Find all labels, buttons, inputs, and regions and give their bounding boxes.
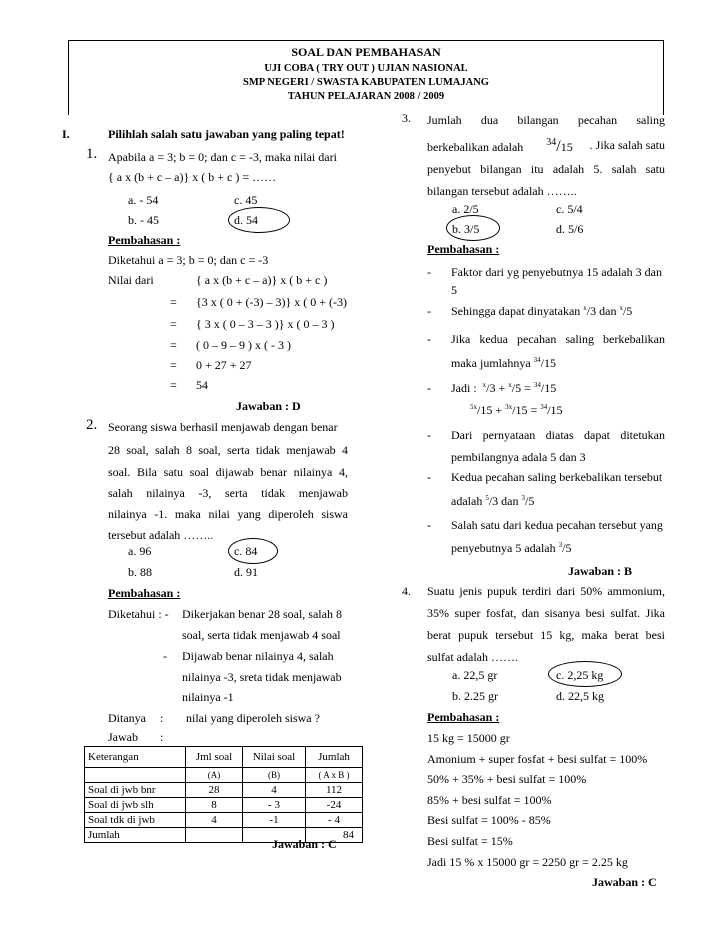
q4-work-1: 15 kg = 15000 gr bbox=[427, 731, 510, 745]
q2-stem-line-5: nilainya -1. maka nilai yang diperoleh siswa bbox=[108, 507, 348, 521]
q3-point-6b-end: /5 bbox=[524, 494, 535, 508]
q2-option-b: b. 88 bbox=[128, 565, 152, 579]
q2-jawab-label: Jawab bbox=[108, 730, 138, 744]
q3-point-4-line-2 bbox=[470, 403, 563, 418]
q3-point-7b-end: /5 bbox=[562, 541, 572, 555]
q3-bullet-6: - bbox=[427, 470, 431, 484]
q1-diketahui: Diketahui a = 3; b = 0; dan c = -3 bbox=[108, 253, 269, 267]
table-subheader-cell: (A) bbox=[186, 768, 243, 783]
table-row bbox=[85, 813, 363, 828]
q4-option-d: d. 22,5 kg bbox=[556, 689, 604, 703]
document-header bbox=[68, 40, 664, 115]
q3-bullet-4: - bbox=[427, 381, 431, 395]
q3-point-6b-s2: 3 bbox=[521, 494, 525, 502]
q1-step-0: { a x (b + c – a)} x ( b + c ) bbox=[196, 273, 328, 287]
q3-option-c: c. 5/4 bbox=[556, 202, 583, 216]
q3-bullet-2: - bbox=[427, 304, 431, 318]
q3-line2-pre: berkebalikan adalah bbox=[427, 140, 524, 154]
table-cell: 4 bbox=[243, 783, 306, 798]
q2-ditanya-colon: : bbox=[160, 711, 164, 725]
q2-jawab-colon: : bbox=[160, 730, 164, 744]
q3-point-6b bbox=[451, 494, 534, 509]
q3-point-4-label: Jadi : bbox=[451, 381, 477, 395]
q3-point-4-sup: 34 bbox=[533, 381, 541, 389]
word: saling bbox=[636, 113, 665, 127]
q1-step-3: ( 0 – 9 – 9 ) x ( - 3 ) bbox=[196, 338, 291, 352]
q3-point-4 bbox=[451, 381, 556, 396]
q2-pembahasan-heading: Pembahasan : bbox=[108, 586, 181, 600]
q3-point-7b bbox=[451, 541, 571, 556]
table-header-cell: Nilai soal bbox=[243, 747, 306, 768]
q3-point-5b: pembilangnya adala 5 dan 3 bbox=[451, 450, 586, 464]
q3-point-2 bbox=[451, 304, 632, 319]
q4-work-4: 85% + besi sulfat = 100% bbox=[427, 793, 552, 807]
q1-eq-1: = bbox=[170, 295, 177, 309]
q2-stem-line-4: salah nilainya -3, serta tidak menjawab bbox=[108, 486, 348, 500]
q3-bullet-3: - bbox=[427, 332, 431, 346]
q3-point-4-x1: x bbox=[482, 381, 487, 389]
q2-option-a: a. 96 bbox=[128, 544, 152, 558]
table-cell: Soal tdk di jwb bbox=[85, 813, 186, 828]
q1-step-1: {3 x ( 0 + (-3) – 3)} x ( 0 + (-3) bbox=[196, 295, 348, 309]
q2-ditanya: nilai yang diperoleh siswa ? bbox=[186, 711, 320, 725]
q2-known-dash: - bbox=[163, 649, 167, 663]
q3-option-d: d. 5/6 bbox=[556, 222, 584, 236]
q3-point-4b-b: /15 = bbox=[512, 403, 538, 417]
q3-point-5a: Dari pernyataan diatas dapat ditetukan bbox=[451, 428, 665, 442]
table-row bbox=[85, 798, 363, 813]
q3-point-4b-a: /15 + bbox=[477, 403, 503, 417]
q1-pembahasan-heading: Pembahasan : bbox=[108, 233, 181, 247]
q4-option-a: a. 22,5 gr bbox=[452, 668, 498, 682]
q3-point-7a: Salah satu dari kedua pecahan tersebut yang bbox=[451, 518, 663, 532]
q3-point-3b bbox=[451, 356, 556, 371]
q3-bullet-1: - bbox=[427, 265, 431, 279]
q3-answer-circle bbox=[446, 215, 500, 241]
q1-eq-4: = bbox=[170, 358, 177, 372]
q3-point-2-text: Sehingga dapat dinyatakan bbox=[451, 304, 581, 318]
q1-step-2: { 3 x ( 0 – 3 – 3 )} x ( 0 – 3 ) bbox=[196, 317, 335, 331]
q1-option-b: b. - 45 bbox=[128, 213, 159, 227]
q1-step-4: 0 + 27 + 27 bbox=[196, 358, 252, 372]
q4-stem-line-1: Suatu jenis pupuk terdiri dari 50% ammonium, bbox=[427, 584, 665, 598]
q4-option-c: c. 2,25 kg bbox=[556, 668, 604, 682]
q3-stem-line-2: berkebalikan adalah $^{34}$/15 . Jika salah satu bbox=[427, 137, 665, 155]
q2-jawaban: Jawaban : C bbox=[272, 837, 337, 851]
table-cell: Soal di jwb bnr bbox=[85, 783, 186, 798]
q4-work-7: Jadi 15 % x 15000 gr = 2250 gr = 2.25 kg bbox=[427, 855, 628, 869]
q3-point-4b-5x: 5x bbox=[470, 403, 477, 411]
q4-pembahasan-heading: Pembahasan : bbox=[427, 710, 500, 724]
q4-stem-line-4: sulfat adalah ……. bbox=[427, 650, 518, 664]
q3-pembahasan-heading: Pembahasan : bbox=[427, 242, 500, 256]
q3-point-2-x2: x bbox=[619, 304, 623, 312]
q2-known-1: Dikerjakan benar 28 soal, salah 8 bbox=[182, 607, 342, 621]
q4-work-6: Besi sulfat = 15% bbox=[427, 834, 513, 848]
q3-point-4-x2: x bbox=[508, 381, 512, 389]
q3-option-a: a. 2/5 bbox=[452, 202, 479, 216]
q4-stem-line-3: berat pupuk tersebut 15 kg, maka berat besi bbox=[427, 628, 665, 642]
q3-bullet-5: - bbox=[427, 428, 431, 442]
q2-option-d: d. 91 bbox=[234, 565, 258, 579]
q2-diketahui-label: Diketahui : - bbox=[108, 607, 169, 621]
q4-stem-line-2: 35% super fosfat, dan sisanya besi sulfat. Jika bbox=[427, 606, 665, 620]
word: bilangan bbox=[517, 113, 559, 127]
q3-point-2-mid: /3 dan bbox=[586, 304, 617, 318]
table-subheader-row bbox=[85, 768, 363, 783]
q1-stem-2: { a x (b + c – a)} x ( b + c ) = …… bbox=[108, 170, 277, 184]
q1-nilai-label: Nilai dari bbox=[108, 273, 154, 287]
table-subheader-cell bbox=[85, 768, 186, 783]
table-cell: 112 bbox=[306, 783, 363, 798]
table-header-row bbox=[85, 747, 363, 768]
q4-work-3: 50% + 35% + besi sulfat = 100% bbox=[427, 772, 587, 786]
q2-known-4: nilainya -3, sreta tidak menjawab bbox=[182, 670, 342, 684]
q1-answer-circle bbox=[228, 207, 290, 233]
q1-option-d: d. 54 bbox=[234, 213, 258, 227]
table-header-cell: Keterangan bbox=[85, 747, 186, 768]
q3-frac-num: 34 bbox=[546, 137, 557, 148]
q4-jawaban: Jawaban : C bbox=[592, 875, 657, 889]
table-cell: Soal di jwb slh bbox=[85, 798, 186, 813]
table-cell: 8 bbox=[186, 798, 243, 813]
q1-step-5: 54 bbox=[196, 378, 208, 392]
q2-option-c: c. 84 bbox=[234, 544, 258, 558]
table-cell: 28 bbox=[186, 783, 243, 798]
q2-known-5: nilainya -1 bbox=[182, 690, 234, 704]
q2-ditanya-label: Ditanya bbox=[108, 711, 146, 725]
q3-point-6a: Kedua pecahan saling berkebalikan tersebut bbox=[451, 470, 663, 484]
table-cell: - 3 bbox=[243, 798, 306, 813]
q3-stem-line-1 bbox=[427, 113, 665, 128]
q3-number: 3. bbox=[402, 111, 411, 125]
q1-eq-3: = bbox=[170, 338, 177, 352]
q1-eq-2: = bbox=[170, 317, 177, 331]
q1-eq-5: = bbox=[170, 378, 177, 392]
q3-point-3b-sup: 34 bbox=[533, 356, 541, 364]
table-row bbox=[85, 783, 363, 798]
q3-point-7b-s: 3 bbox=[558, 541, 563, 549]
q3-point-2-end: /5 bbox=[622, 304, 633, 318]
q3-point-1a: Faktor dari yg penyebutnya 15 adalah 3 dan bbox=[451, 265, 662, 279]
q3-stem-line-4: bilangan tersebut adalah …….. bbox=[427, 184, 577, 198]
q3-line2-post: . Jika salah satu bbox=[589, 138, 665, 152]
word: dua bbox=[480, 113, 499, 127]
table-cell: - 4 bbox=[306, 813, 363, 828]
q1-jawaban: Jawaban : D bbox=[236, 399, 301, 413]
q3-point-2-x1: x bbox=[583, 304, 587, 312]
table-cell: -1 bbox=[243, 813, 306, 828]
table-cell bbox=[186, 828, 243, 843]
q3-point-4-end: /15 bbox=[540, 381, 557, 395]
q3-bullet-7: - bbox=[427, 518, 431, 532]
q3-point-7b-text: penyebutnya 5 adalah bbox=[451, 541, 556, 555]
q3-option-b: b. 3/5 bbox=[452, 222, 480, 236]
word: pecahan bbox=[577, 113, 618, 127]
q1-number: 1. bbox=[86, 146, 98, 162]
word: Jumlah bbox=[427, 113, 462, 127]
header-line-3: SMP NEGERI / SWASTA KABUPATEN LUMAJANG bbox=[243, 77, 489, 88]
q3-point-3a: Jika kedua pecahan saling berkebalikan bbox=[451, 332, 665, 346]
q2-known-3: Dijawab benar nilainya 4, salah bbox=[182, 649, 334, 663]
table-subheader-cell: ( A x B ) bbox=[306, 768, 363, 783]
q3-point-4-a: /3 + bbox=[486, 381, 506, 395]
table-cell: Jumlah bbox=[85, 828, 186, 843]
q2-score-table bbox=[84, 746, 363, 843]
q4-work-5: Besi sulfat = 100% - 85% bbox=[427, 813, 551, 827]
q2-stem-line-2: 28 soal, salah 8 soal, serta tidak menjawab 4 bbox=[108, 443, 348, 457]
q4-answer-circle bbox=[548, 661, 622, 687]
table-cell: 4 bbox=[186, 813, 243, 828]
q3-point-3b-text: maka jumlahnya bbox=[451, 356, 531, 370]
q4-option-b: b. 2.25 gr bbox=[452, 689, 498, 703]
q3-point-4b-3x: 3x bbox=[505, 403, 513, 411]
q2-stem-line-6: tersebut adalah …….. bbox=[108, 528, 214, 542]
q3-point-4b-end: /15 bbox=[547, 403, 563, 417]
q3-frac-den: 15 bbox=[560, 140, 573, 154]
q1-stem-1: Apabila a = 3; b = 0; dan c = -3, maka nilai dari bbox=[108, 150, 337, 164]
q3-point-3b-end: /15 bbox=[540, 356, 556, 370]
table-header-cell: Jumlah bbox=[306, 747, 363, 768]
q4-number: 4. bbox=[402, 584, 411, 598]
table-header-cell: Jml soal bbox=[186, 747, 243, 768]
header-title: SOAL DAN PEMBAHASAN bbox=[291, 45, 441, 59]
q3-point-6b-mid: /3 dan bbox=[488, 494, 519, 508]
section-instruction: Pilihlah salah satu jawaban yang paling tepat! bbox=[108, 127, 345, 141]
q1-option-a: a. - 54 bbox=[128, 193, 159, 207]
q3-point-6b-s1: 5 bbox=[485, 494, 489, 502]
q2-stem-line-3: soal. Bila satu soal dijawab benar nilainya 4, bbox=[108, 465, 348, 479]
q2-number: 2. bbox=[86, 417, 98, 433]
q3-point-6b-text: adalah bbox=[451, 494, 483, 508]
q3-stem-line-3: penyebut bilangan itu adalah 5. salah satu bbox=[427, 162, 665, 176]
q2-answer-circle bbox=[228, 538, 278, 564]
section-number: I. bbox=[62, 127, 70, 141]
q3-point-1b: 5 bbox=[451, 283, 457, 297]
q4-work-2: Amonium + super fosfat + besi sulfat = 100% bbox=[427, 752, 648, 766]
q3-jawaban: Jawaban : B bbox=[568, 564, 633, 578]
table-subheader-cell: (B) bbox=[243, 768, 306, 783]
q3-point-4-b: /5 = bbox=[511, 381, 531, 395]
q2-known-2: soal, serta tidak menjawab 4 soal bbox=[182, 628, 341, 642]
header-line-2: UJI COBA ( TRY OUT ) UJIAN NASIONAL bbox=[264, 63, 468, 74]
q3-point-4b-sup: 34 bbox=[540, 403, 548, 411]
table-cell: -24 bbox=[306, 798, 363, 813]
header-line-4: TAHUN PELAJARAN 2008 / 2009 bbox=[287, 91, 445, 102]
table-cell: 84 bbox=[306, 828, 363, 843]
q1-option-c: c. 45 bbox=[234, 193, 258, 207]
q2-stem-line-1: Seorang siswa berhasil menjawab dengan benar bbox=[108, 420, 338, 434]
